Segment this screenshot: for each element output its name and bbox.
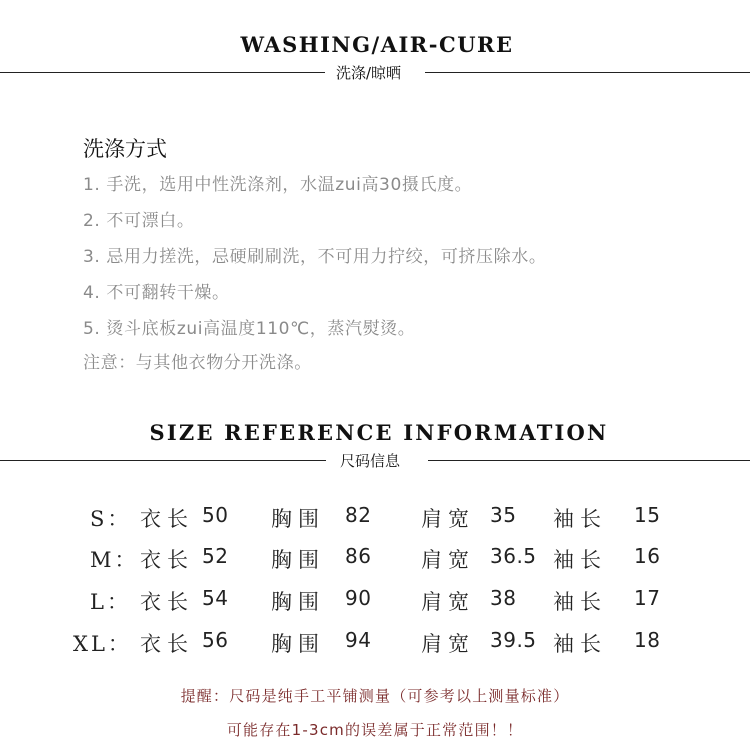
size-code: XL： — [73, 632, 132, 656]
size-row-s — [0, 503, 750, 535]
washing-method-heading: 洗涤方式 — [83, 137, 167, 161]
length-value: 54 — [202, 586, 229, 610]
length-value: 52 — [202, 544, 229, 568]
shoulder-value: 36.5 — [490, 544, 537, 568]
length-value: 56 — [202, 628, 229, 652]
chest-value: 94 — [345, 628, 372, 652]
tolerance-note: 可能存在1-3cm的误差属于正常范围！！ — [226, 721, 524, 739]
chest-value: 86 — [345, 544, 372, 568]
sleeve-value: 17 — [634, 586, 661, 610]
sleeve-value: 16 — [634, 544, 661, 568]
shoulder-label: 肩宽 — [421, 548, 475, 572]
sleeve-value: 15 — [634, 503, 661, 527]
length-label: 衣长 — [140, 590, 194, 614]
chest-label: 胸围 — [271, 507, 325, 531]
size-code: L： — [90, 590, 131, 614]
size-left-rule — [0, 460, 326, 461]
sleeve-label: 袖长 — [553, 590, 607, 614]
washing-right-rule — [425, 72, 750, 73]
washing-instruction-2: 2. 不可漂白。 — [83, 211, 195, 231]
measurement-reminder: 提醒：尺码是纯手工平铺测量（可参考以上测量标准） — [180, 687, 570, 705]
shoulder-value: 35 — [490, 503, 517, 527]
shoulder-value: 38 — [490, 586, 517, 610]
washing-instruction-3: 3. 忌用力搓洗，忌硬刷刷洗，不可用力拧绞，可挤压除水。 — [83, 247, 547, 267]
sleeve-value: 18 — [634, 628, 661, 652]
sleeve-label: 袖长 — [553, 548, 607, 572]
washing-left-rule — [0, 72, 325, 73]
length-label: 衣长 — [140, 507, 194, 531]
size-row-m — [0, 544, 750, 576]
size-code: M： — [90, 548, 139, 572]
length-label: 衣长 — [140, 548, 194, 572]
length-value: 50 — [202, 503, 229, 527]
shoulder-label: 肩宽 — [421, 507, 475, 531]
shoulder-label: 肩宽 — [421, 632, 475, 656]
washing-instruction-5: 5. 烫斗底板zui高温度110℃，蒸汽熨烫。 — [83, 319, 416, 339]
sleeve-label: 袖长 — [553, 632, 607, 656]
size-row-xl — [0, 628, 750, 660]
chest-value: 90 — [345, 586, 372, 610]
shoulder-value: 39.5 — [490, 628, 537, 652]
size-section-subtitle: 尺码信息 — [340, 452, 401, 470]
size-row-l — [0, 586, 750, 618]
chest-label: 胸围 — [271, 590, 325, 614]
washing-instruction-4: 4. 不可翻转干燥。 — [83, 283, 230, 303]
washing-section-subtitle: 洗涤/晾晒 — [336, 64, 402, 82]
size-right-rule — [428, 460, 750, 461]
chest-label: 胸围 — [271, 548, 325, 572]
washing-note: 注意：与其他衣物分开洗涤。 — [83, 353, 312, 373]
size-code: S： — [90, 507, 132, 531]
sleeve-label: 袖长 — [553, 507, 607, 531]
washing-section-title: WASHING/AIR-CURE — [240, 32, 514, 57]
shoulder-label: 肩宽 — [421, 590, 475, 614]
size-section-title: SIZE REFERENCE INFORMATION — [149, 420, 609, 445]
chest-value: 82 — [345, 503, 372, 527]
washing-instruction-1: 1. 手洗，选用中性洗涤剂，水温zui高30摄氏度。 — [83, 175, 473, 195]
chest-label: 胸围 — [271, 632, 325, 656]
length-label: 衣长 — [140, 632, 194, 656]
